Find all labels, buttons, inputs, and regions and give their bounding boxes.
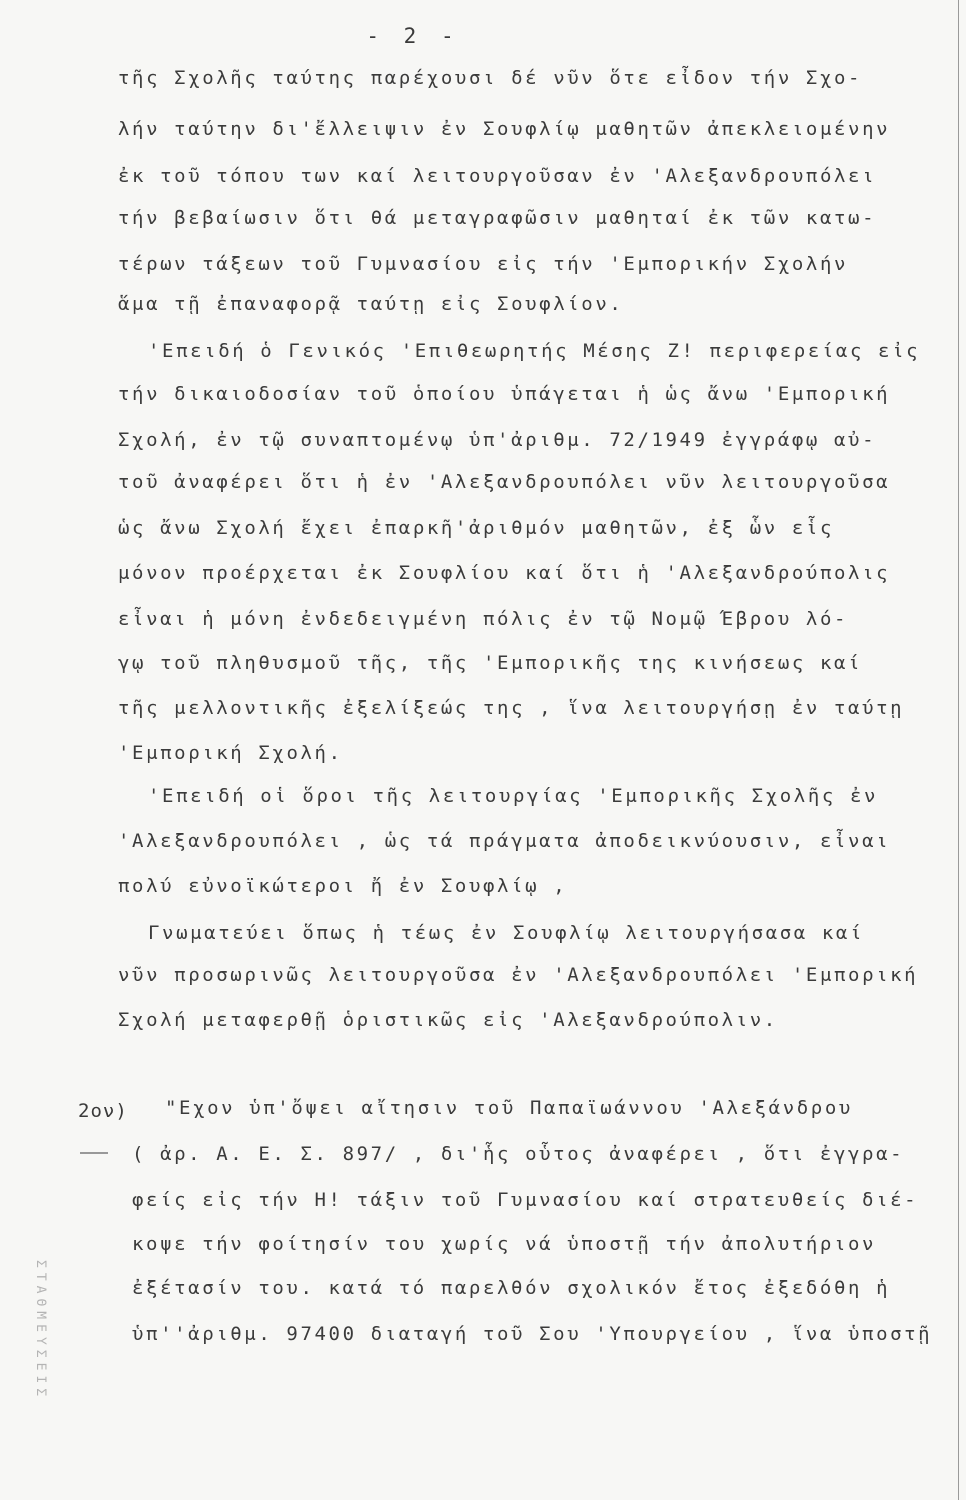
text-line: τῆς μελλοντικῆς ἐξελίξεώς της , ἵνα λειτουργήσῃ ἐν ταύτῃ: [118, 697, 905, 719]
text-line: Γνωματεύει ὅπως ἡ τέως ἐν Σουφλίῳ λειτουργήσασα καί: [148, 922, 864, 944]
text-line: γῳ τοῦ πληθυσμοῦ τῆς, τῆς 'Εμπορικῆς της κινήσεως καί: [118, 652, 863, 674]
text-line: 'Εμπορική Σχολή.: [118, 742, 343, 764]
margin-stamp: [28, 1260, 52, 1460]
text-line: ( ἀρ. Α. Ε. Σ. 897/ , δι'ἧς οὗτος ἀναφέρει , ὅτι ἐγγρα-: [132, 1143, 905, 1165]
text-line: φείς εἰς τήν Η! τάξιν τοῦ Γυμνασίου καί στρατευθείς διέ-: [132, 1189, 919, 1211]
text-line: 'Αλεξανδρουπόλει , ὡς τά πράγματα ἀποδεικνύουσιν, εἶναι: [118, 830, 891, 852]
text-line: 'Επειδή οἱ ὅροι τῆς λειτουργίας 'Εμπορικῆς Σχολῆς ἐν: [148, 785, 879, 807]
text-line: τοῦ ἀναφέρει ὅτι ἡ ἐν 'Αλεξανδρουπόλει νῦν λειτουργοῦσα: [118, 471, 891, 493]
text-line: ἐξέτασίν του. κατά τό παρελθόν σχολικόν ἔτος ἐξεδόθη ἡ: [132, 1277, 891, 1299]
text-line: τέρων τάξεων τοῦ Γυμνασίου εἰς τήν 'Εμπορικήν Σχολήν: [118, 253, 849, 275]
text-line: τῆς Σχολῆς ταύτης παρέχουσι δέ νῦν ὅτε εἶδον τήν Σχο-: [118, 67, 863, 89]
text-line: ἐκ τοῦ τόπου των καί λειτουργοῦσαν ἐν 'Αλεξανδρουπόλει: [118, 165, 877, 187]
text-line: Σχολή μεταφερθῇ ὁριστικῶς εἰς 'Αλεξανδρούπολιν.: [118, 1009, 778, 1031]
text-line: ἅμα τῇ ἐπαναφορᾷ ταύτῃ εἰς Σουφλίον.: [118, 293, 624, 315]
text-line: "Εχον ὑπ'ὄψει αἴτησιν τοῦ Παπαϊωάννου 'Αλεξάνδρου: [165, 1097, 853, 1119]
text-line: κοψε τήν φοίτησίν του χωρίς νά ὑποστῇ τήν ἀπολυτήριον: [132, 1233, 877, 1255]
text-line: ὡς ἄνω Σχολή ἔχει ἐπαρκῆ'ἀριθμόν μαθητῶν, ἐξ ὧν εἷς: [118, 517, 834, 539]
margin-dash: [80, 1152, 108, 1154]
text-line: τήν βεβαίωσιν ὅτι θά μεταγραφῶσιν μαθηταί ἐκ τῶν κατω-: [118, 207, 877, 229]
text-line: μόνον προέρχεται ἐκ Σουφλίου καί ὅτι ἡ 'Αλεξανδρούπολις: [118, 562, 891, 584]
text-line: 'Επειδή ὁ Γενικός 'Επιθεωρητής Μέσης Ζ! περιφερείας εἰς: [148, 340, 921, 362]
section-label: 2ον): [78, 1100, 128, 1122]
text-line: νῦν προσωρινῶς λειτουργοῦσα ἐν 'Αλεξανδρουπόλει 'Εμπορική: [118, 964, 919, 986]
text-line: Σχολή, ἐν τῷ συναπτομένῳ ὑπ'ἀριθμ. 72/1949 ἐγγράφῳ αὐ-: [118, 429, 877, 451]
page-number: - 2 -: [366, 24, 460, 48]
text-line: τήν δικαιοδοσίαν τοῦ ὁποίου ὑπάγεται ἡ ὡς ἄνω 'Εμπορική: [118, 383, 891, 405]
text-line: πολύ εὐνοϊκώτεροι ἤ ἐν Σουφλίῳ ,: [118, 875, 568, 897]
text-line: ὑπ''ἀριθμ. 97400 διαταγή τοῦ Σου 'Υπουργείου , ἵνα ὑποστῇ: [132, 1323, 933, 1345]
page-edge-line: [958, 0, 959, 1500]
text-line: εἶναι ἡ μόνη ἐνδεδειγμένη πόλις ἐν τῷ Νομῷ Έβρου λό-: [118, 608, 849, 630]
margin-stamp-text: ΣΤΑΘΜΕΥΣΕΙΣ: [33, 1260, 48, 1402]
text-line: λήν ταύτην δι'ἔλλειψιν ἐν Σουφλίῳ μαθητῶν ἀπεκλειομένην: [118, 118, 891, 140]
